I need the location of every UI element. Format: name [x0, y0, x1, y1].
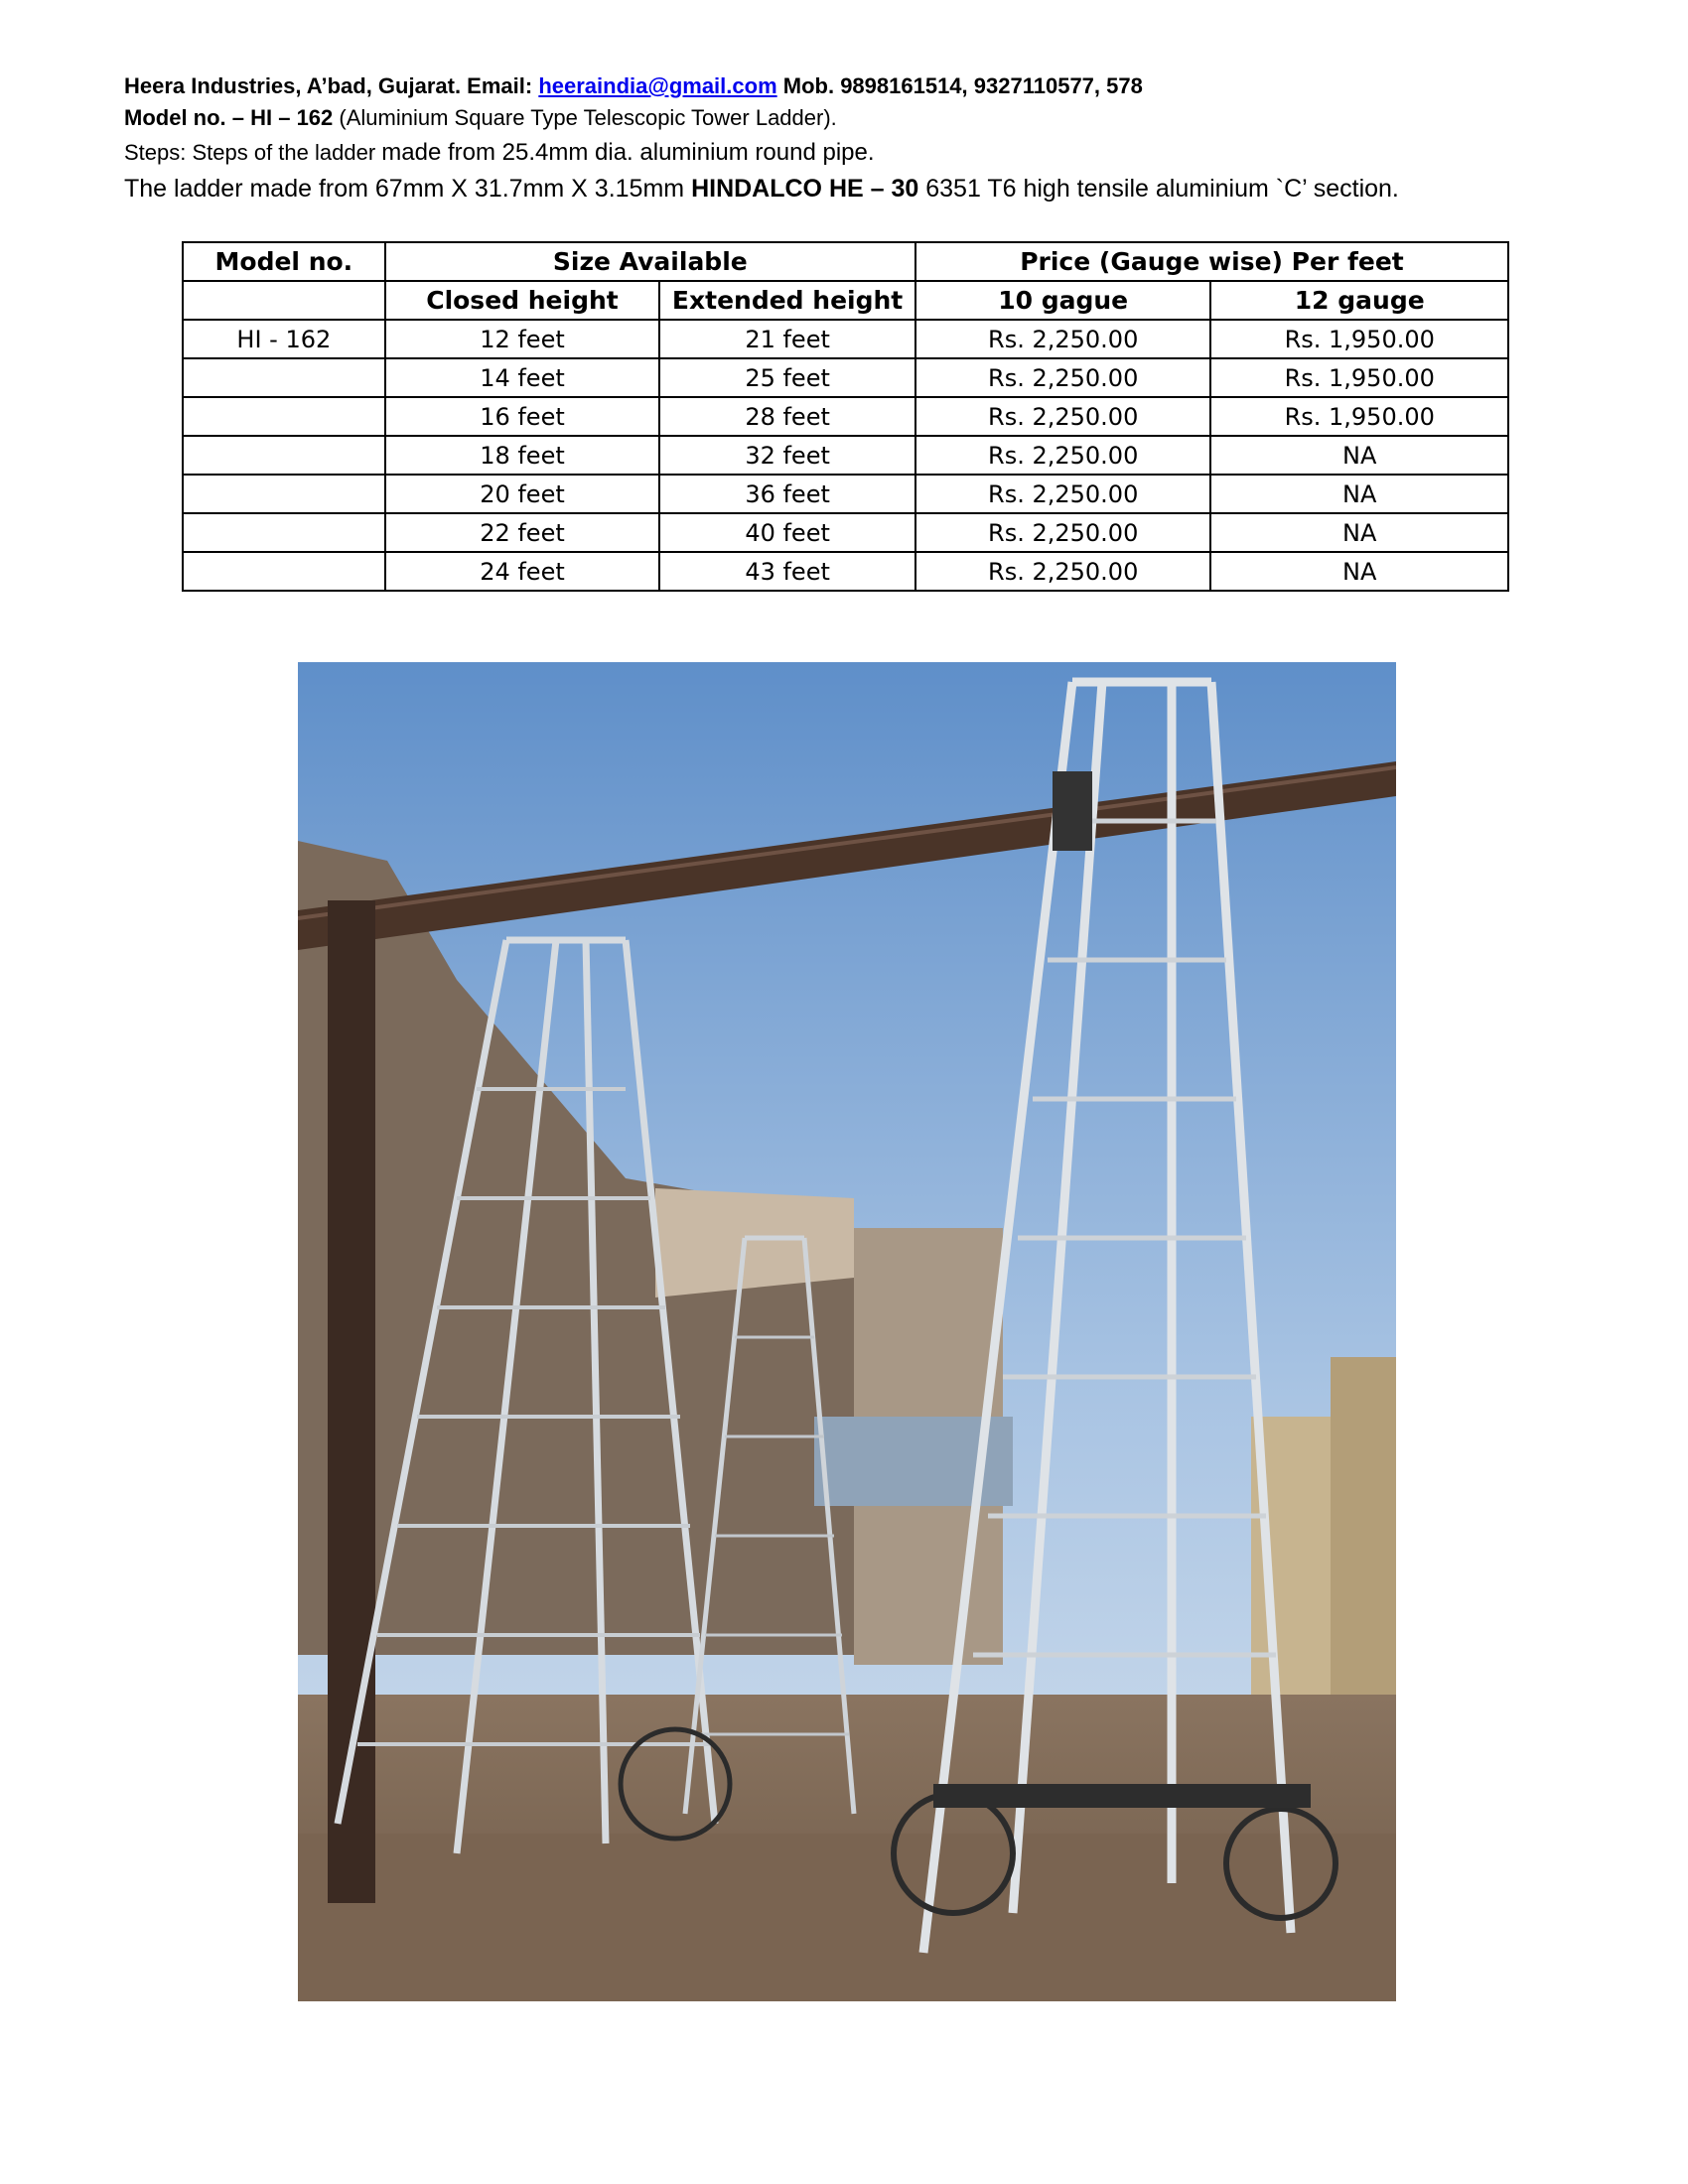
table-row: [183, 436, 1508, 475]
cell-g10: Rs. 2,250.00: [915, 320, 1211, 358]
cell-model: [183, 475, 385, 513]
cell-g10: Rs. 2,250.00: [915, 552, 1211, 591]
cell-closed: 14 feet: [385, 358, 660, 397]
cell-g10: Rs. 2,250.00: [915, 397, 1211, 436]
cell-closed: 20 feet: [385, 475, 660, 513]
closed-height-header: Closed height: [385, 281, 660, 320]
extended-height-header: Extended height: [659, 281, 915, 320]
cell-closed: 12 feet: [385, 320, 660, 358]
model-header: Model no.: [183, 242, 385, 281]
steps-prefix: Steps: Steps of the ladder: [124, 140, 376, 165]
company-info: Heera Industries, A’bad, Gujarat. Email:: [124, 73, 533, 98]
model-line: [124, 105, 837, 131]
gauge-10-header: 10 gague: [915, 281, 1211, 320]
cell-closed: 16 feet: [385, 397, 660, 436]
material-brand: HINDALCO HE – 30: [691, 175, 919, 203]
table-row: [183, 475, 1508, 513]
table-header-row: [183, 242, 1508, 281]
cell-g12: Rs. 1,950.00: [1210, 320, 1508, 358]
material-prefix: The ladder made from 67mm X 31.7mm X 3.15mm: [124, 175, 685, 203]
cell-model: [183, 552, 385, 591]
table-row: [183, 552, 1508, 591]
cell-model: [183, 358, 385, 397]
gauge-12-header: 12 gauge: [1210, 281, 1508, 320]
cell-model: [183, 436, 385, 475]
cell-extended: 43 feet: [659, 552, 915, 591]
cell-closed: 24 feet: [385, 552, 660, 591]
ladder-photo: [298, 662, 1396, 2001]
cell-model: [183, 513, 385, 552]
table-row: [183, 320, 1508, 358]
cell-g12: NA: [1210, 475, 1508, 513]
cell-g12: NA: [1210, 552, 1508, 591]
cell-model: [183, 397, 385, 436]
table-row: [183, 358, 1508, 397]
cell-extended: 36 feet: [659, 475, 915, 513]
mobile-numbers: Mob. 9898161514, 9327110577, 578: [782, 73, 1143, 98]
cell-model: HI - 162: [183, 320, 385, 358]
material-detail: 6351 T6 high tensile aluminium `C’ section.: [925, 175, 1399, 203]
model-label: Model no. – HI – 162: [124, 105, 334, 130]
cell-closed: 18 feet: [385, 436, 660, 475]
cell-g12: Rs. 1,950.00: [1210, 358, 1508, 397]
cell-extended: 21 feet: [659, 320, 915, 358]
cell-extended: 32 feet: [659, 436, 915, 475]
model-description: (Aluminium Square Type Telescopic Tower Ladder).: [339, 105, 837, 130]
cell-g10: Rs. 2,250.00: [915, 513, 1211, 552]
cell-g12: NA: [1210, 436, 1508, 475]
contact-line: [124, 73, 1143, 99]
cell-extended: 28 feet: [659, 397, 915, 436]
table-row: [183, 513, 1508, 552]
cell-g12: NA: [1210, 513, 1508, 552]
table-row: [183, 397, 1508, 436]
steps-detail: made from 25.4mm dia. aluminium round pipe.: [381, 139, 875, 166]
cell-g10: Rs. 2,250.00: [915, 436, 1211, 475]
size-header: Size Available: [385, 242, 915, 281]
empty-header-cell: [183, 281, 385, 320]
cell-extended: 40 feet: [659, 513, 915, 552]
cell-g10: Rs. 2,250.00: [915, 475, 1211, 513]
email-link[interactable]: heeraindia@gmail.com: [538, 73, 777, 98]
material-line: [124, 175, 1399, 204]
price-table: [182, 241, 1509, 592]
price-header: Price (Gauge wise) Per feet: [915, 242, 1508, 281]
steps-line: [124, 139, 875, 167]
cell-extended: 25 feet: [659, 358, 915, 397]
table-subheader-row: [183, 281, 1508, 320]
cell-g12: Rs. 1,950.00: [1210, 397, 1508, 436]
cell-closed: 22 feet: [385, 513, 660, 552]
cell-g10: Rs. 2,250.00: [915, 358, 1211, 397]
